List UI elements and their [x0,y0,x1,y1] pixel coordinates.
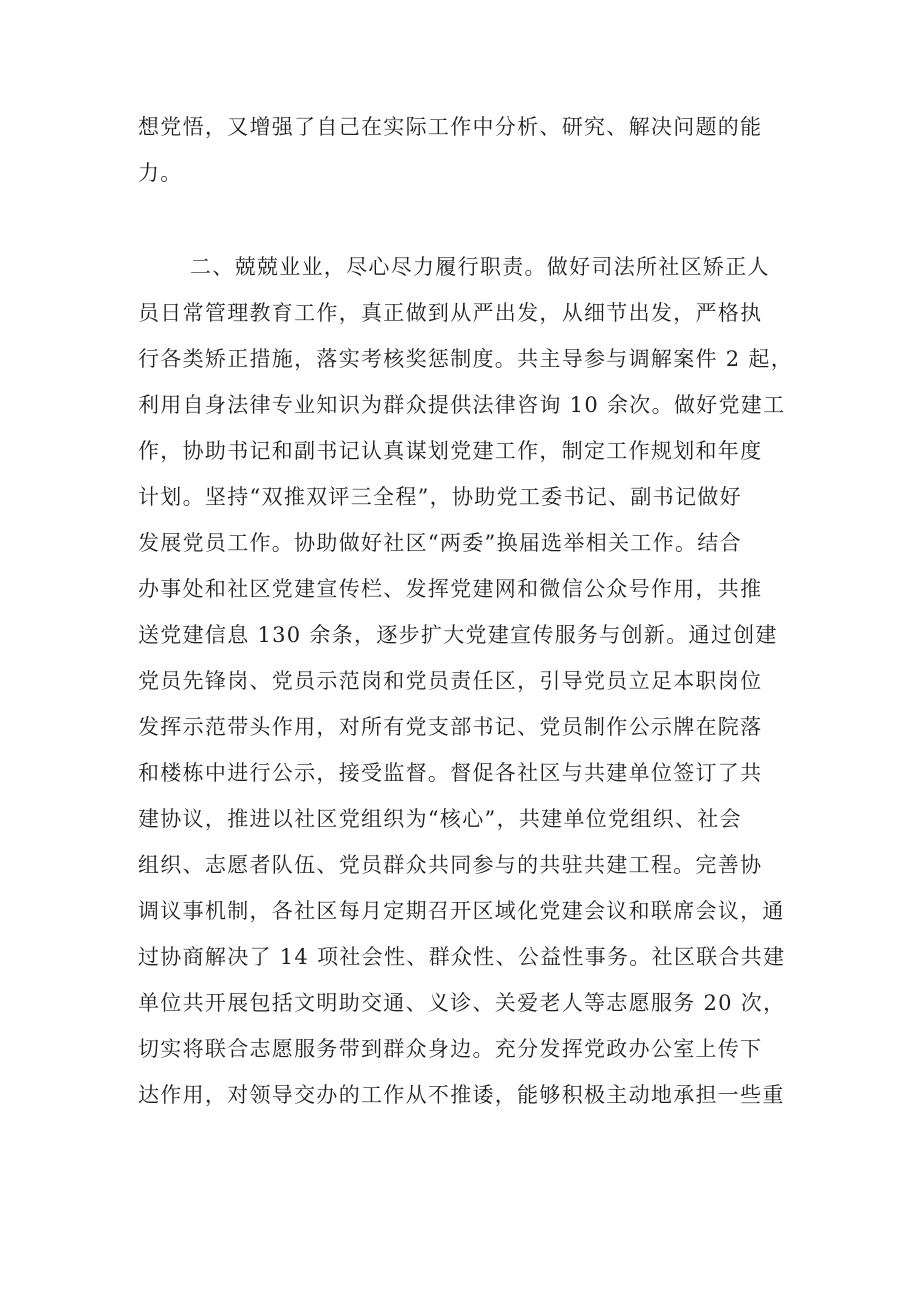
text-line: 建协议，推进以社区党组织为“核心”，共建单位党组织、社会 [138,807,742,831]
text-line: 二、兢兢业业，尽心尽力履行职责。做好司法所社区矫正人 [190,255,770,279]
text-line: 和楼栋中进行公示，接受监督。督促各社区与共建单位签订了共 [138,761,763,785]
text-line: 发挥示范带头作用，对所有党支部书记、党员制作公示牌在院落 [138,715,763,739]
text-line: 发展党员工作。协助做好社区“两委”换届选举相关工作。结合 [138,531,742,555]
text-line: 办事处和社区党建宣传栏、发挥党建网和微信公众号作用，共推 [138,577,763,601]
paragraph-section-two [138,244,798,1118]
text-line: 党员先锋岗、党员示范岗和党员责任区，引导党员立足本职岗位 [138,669,763,693]
text-line: 计划。坚持“双推双评三全程”，协助党工委书记、副书记做好 [138,485,742,509]
text-line: 作，协助书记和副书记认真谋划党建工作，制定工作规划和年度 [138,439,763,463]
text-line: 行各类矫正措施，落实考核奖惩制度。共主导参与调解案件 2 起， [138,347,794,371]
text-line: 切实将联合志愿服务带到群众身边。充分发挥党政办公室上传下 [138,1037,763,1061]
text-line: 利用自身法律专业知识为群众提供法律咨询 10 余次。做好党建工 [138,393,786,417]
text-line: 力。 [138,161,183,185]
text-line: 送党建信息 130 余条，逐步扩大党建宣传服务与创新。通过创建 [138,623,778,647]
text-line: 调议事机制，各社区每月定期召开区域化党建会议和联席会议，通 [138,899,785,923]
text-line: 组织、志愿者队伍、党员群众共同参与的共驻共建工程。完善协 [138,853,763,877]
text-line: 过协商解决了 14 项社会性、群众性、公益性事务。社区联合共建 [138,945,786,969]
paragraph-continuation [138,104,798,196]
text-line: 想党悟，又增强了自己在实际工作中分析、研究、解决问题的能 [138,115,763,139]
text-line: 达作用，对领导交办的工作从不推诿，能够积极主动地承担一些重 [138,1083,785,1107]
text-line: 员日常管理教育工作，真正做到从严出发，从细节出发，严格执 [138,301,763,325]
text-line: 单位共开展包括文明助交通、义诊、关爱老人等志愿服务 20 次， [138,991,786,1015]
